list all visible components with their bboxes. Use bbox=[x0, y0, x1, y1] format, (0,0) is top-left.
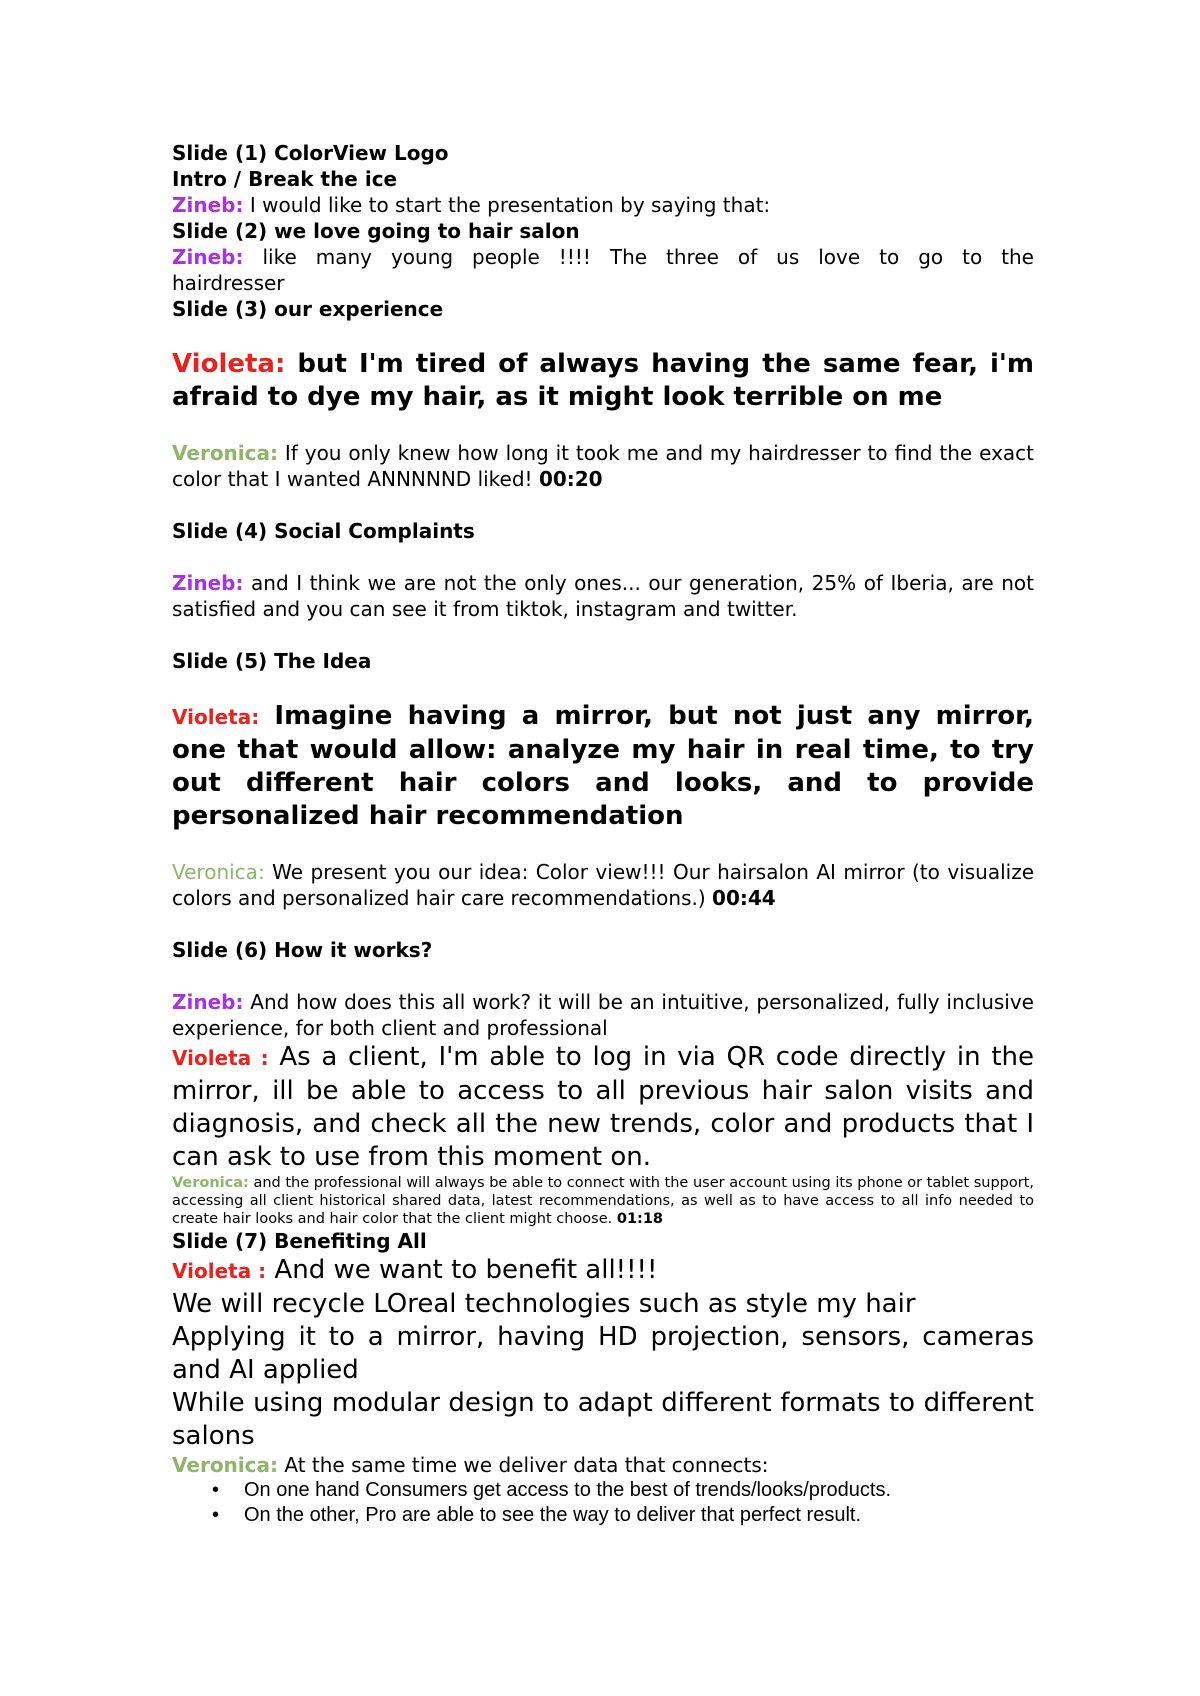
bullet-text: On the other, Pro are able to see the way to deliver that perfect result. bbox=[244, 1504, 862, 1526]
benefit-line: We will recycle LOreal technologies such as style my hair bbox=[172, 1289, 916, 1319]
slide-6-heading: Slide (6) How it works? bbox=[172, 938, 433, 962]
bullet-icon: • bbox=[212, 1504, 220, 1526]
dialogue-text: like many young people !!!! The three of us love to go to the hairdresser bbox=[172, 245, 1034, 295]
slide-3-heading: Slide (3) our experience bbox=[172, 297, 444, 321]
violeta-line-1 bbox=[172, 348, 1034, 414]
violeta-line-4 bbox=[172, 1254, 1034, 1288]
veronica-line-4 bbox=[172, 1453, 1034, 1478]
dialogue-text: And we want to benefit all!!!! bbox=[266, 1255, 658, 1285]
veronica-line-2 bbox=[172, 859, 1034, 911]
bullet-text: On one hand Consumers get access to the best of trends/looks/products. bbox=[244, 1479, 892, 1501]
slide-7-heading: Slide (7) Benefiting All bbox=[172, 1229, 427, 1253]
intro-heading: Intro / Break the ice bbox=[172, 167, 398, 191]
slide-5-heading: Slide (5) The Idea bbox=[172, 649, 372, 673]
timestamp: 00:20 bbox=[538, 467, 603, 491]
veronica-line-1 bbox=[172, 440, 1034, 492]
dialogue-text: At the same time we deliver data that connects: bbox=[278, 1453, 769, 1477]
speaker-violeta: Violeta: bbox=[172, 349, 286, 379]
slide-1-heading: Slide (1) ColorView Logo bbox=[172, 141, 449, 165]
speaker-zineb: Zineb: bbox=[172, 571, 244, 595]
speaker-zineb: Zineb: bbox=[172, 245, 244, 269]
violeta-line-3 bbox=[172, 1041, 1034, 1174]
slide-4-heading: Slide (4) Social Complaints bbox=[172, 519, 475, 543]
dialogue-text: and I think we are not the only ones... our generation, 25% of Iberia, are not satisfied and you can see it from tiktok, instagram and twitter. bbox=[172, 571, 1034, 621]
dialogue-text: Imagine having a mirror, but not just any mirror, one that would allow: analyze my hair in real time, to try out different hair colors and looks, and to provide personalized hair recommendation bbox=[172, 701, 1034, 831]
bullet-list bbox=[172, 1478, 1034, 1528]
slide-2-heading: Slide (2) we love going to hair salon bbox=[172, 219, 580, 243]
bullet-item bbox=[172, 1478, 1034, 1503]
speaker-violeta: Violeta : bbox=[172, 1046, 269, 1070]
speaker-violeta: Violeta : bbox=[172, 1259, 267, 1283]
dialogue-text: As a client, I'm able to log in via QR code directly in the mirror, ill be able to access to all previous hair salon visits and diagnosis, and check all the new trends, color and products that I can ask to use from this moment on. bbox=[172, 1042, 1034, 1172]
script-content bbox=[172, 140, 1034, 1528]
speaker-zineb: Zineb: bbox=[172, 193, 244, 217]
dialogue-text: and the professional will always be able to connect with the user account using its phone or tablet support, accessing all client historical shared data, latest recommendations, as well as to have access to all info needed to create hair looks and hair color that the client might choose. bbox=[172, 1175, 1034, 1227]
dialogue-text: And how does this all work? it will be an intuitive, personalized, fully inclusive experience, for both client and professional bbox=[172, 990, 1034, 1040]
violeta-line-2 bbox=[172, 700, 1034, 833]
timestamp: 00:44 bbox=[712, 886, 776, 910]
benefit-line: While using modular design to adapt different formats to different salons bbox=[172, 1388, 1034, 1451]
dialogue-text: I would like to start the presentation by saying that: bbox=[243, 193, 771, 217]
dialogue-text: If you only knew how long it took me and my hairdresser to find the exact color that I wanted ANNNNND liked! bbox=[172, 441, 1034, 491]
dialogue-text: but I'm tired of always having the same fear, i'm afraid to dye my hair, as it might look terrible on me bbox=[172, 349, 1034, 412]
bullet-item bbox=[172, 1503, 1034, 1528]
timestamp: 01:18 bbox=[616, 1211, 664, 1227]
zineb-line-2 bbox=[172, 244, 1034, 296]
speaker-veronica: Veronica: bbox=[172, 1453, 278, 1477]
bullet-icon: • bbox=[212, 1479, 220, 1501]
speaker-veronica: Veronica: bbox=[172, 1175, 249, 1191]
speaker-veronica: Veronica: bbox=[172, 441, 278, 465]
zineb-line-3 bbox=[172, 570, 1034, 622]
speaker-violeta: Violeta: bbox=[172, 705, 260, 729]
zineb-line-4 bbox=[172, 989, 1034, 1041]
veronica-line-3 bbox=[172, 1174, 1034, 1228]
speaker-zineb: Zineb: bbox=[172, 990, 244, 1014]
benefit-line: Applying it to a mirror, having HD projection, sensors, cameras and AI applied bbox=[172, 1322, 1034, 1385]
dialogue-text: We present you our idea: Color view!!! Our hairsalon AI mirror (to visualize colors and personalized hair care recommendations.) bbox=[172, 860, 1034, 910]
zineb-line-1 bbox=[172, 192, 1034, 218]
speaker-veronica: Veronica: bbox=[172, 860, 265, 884]
